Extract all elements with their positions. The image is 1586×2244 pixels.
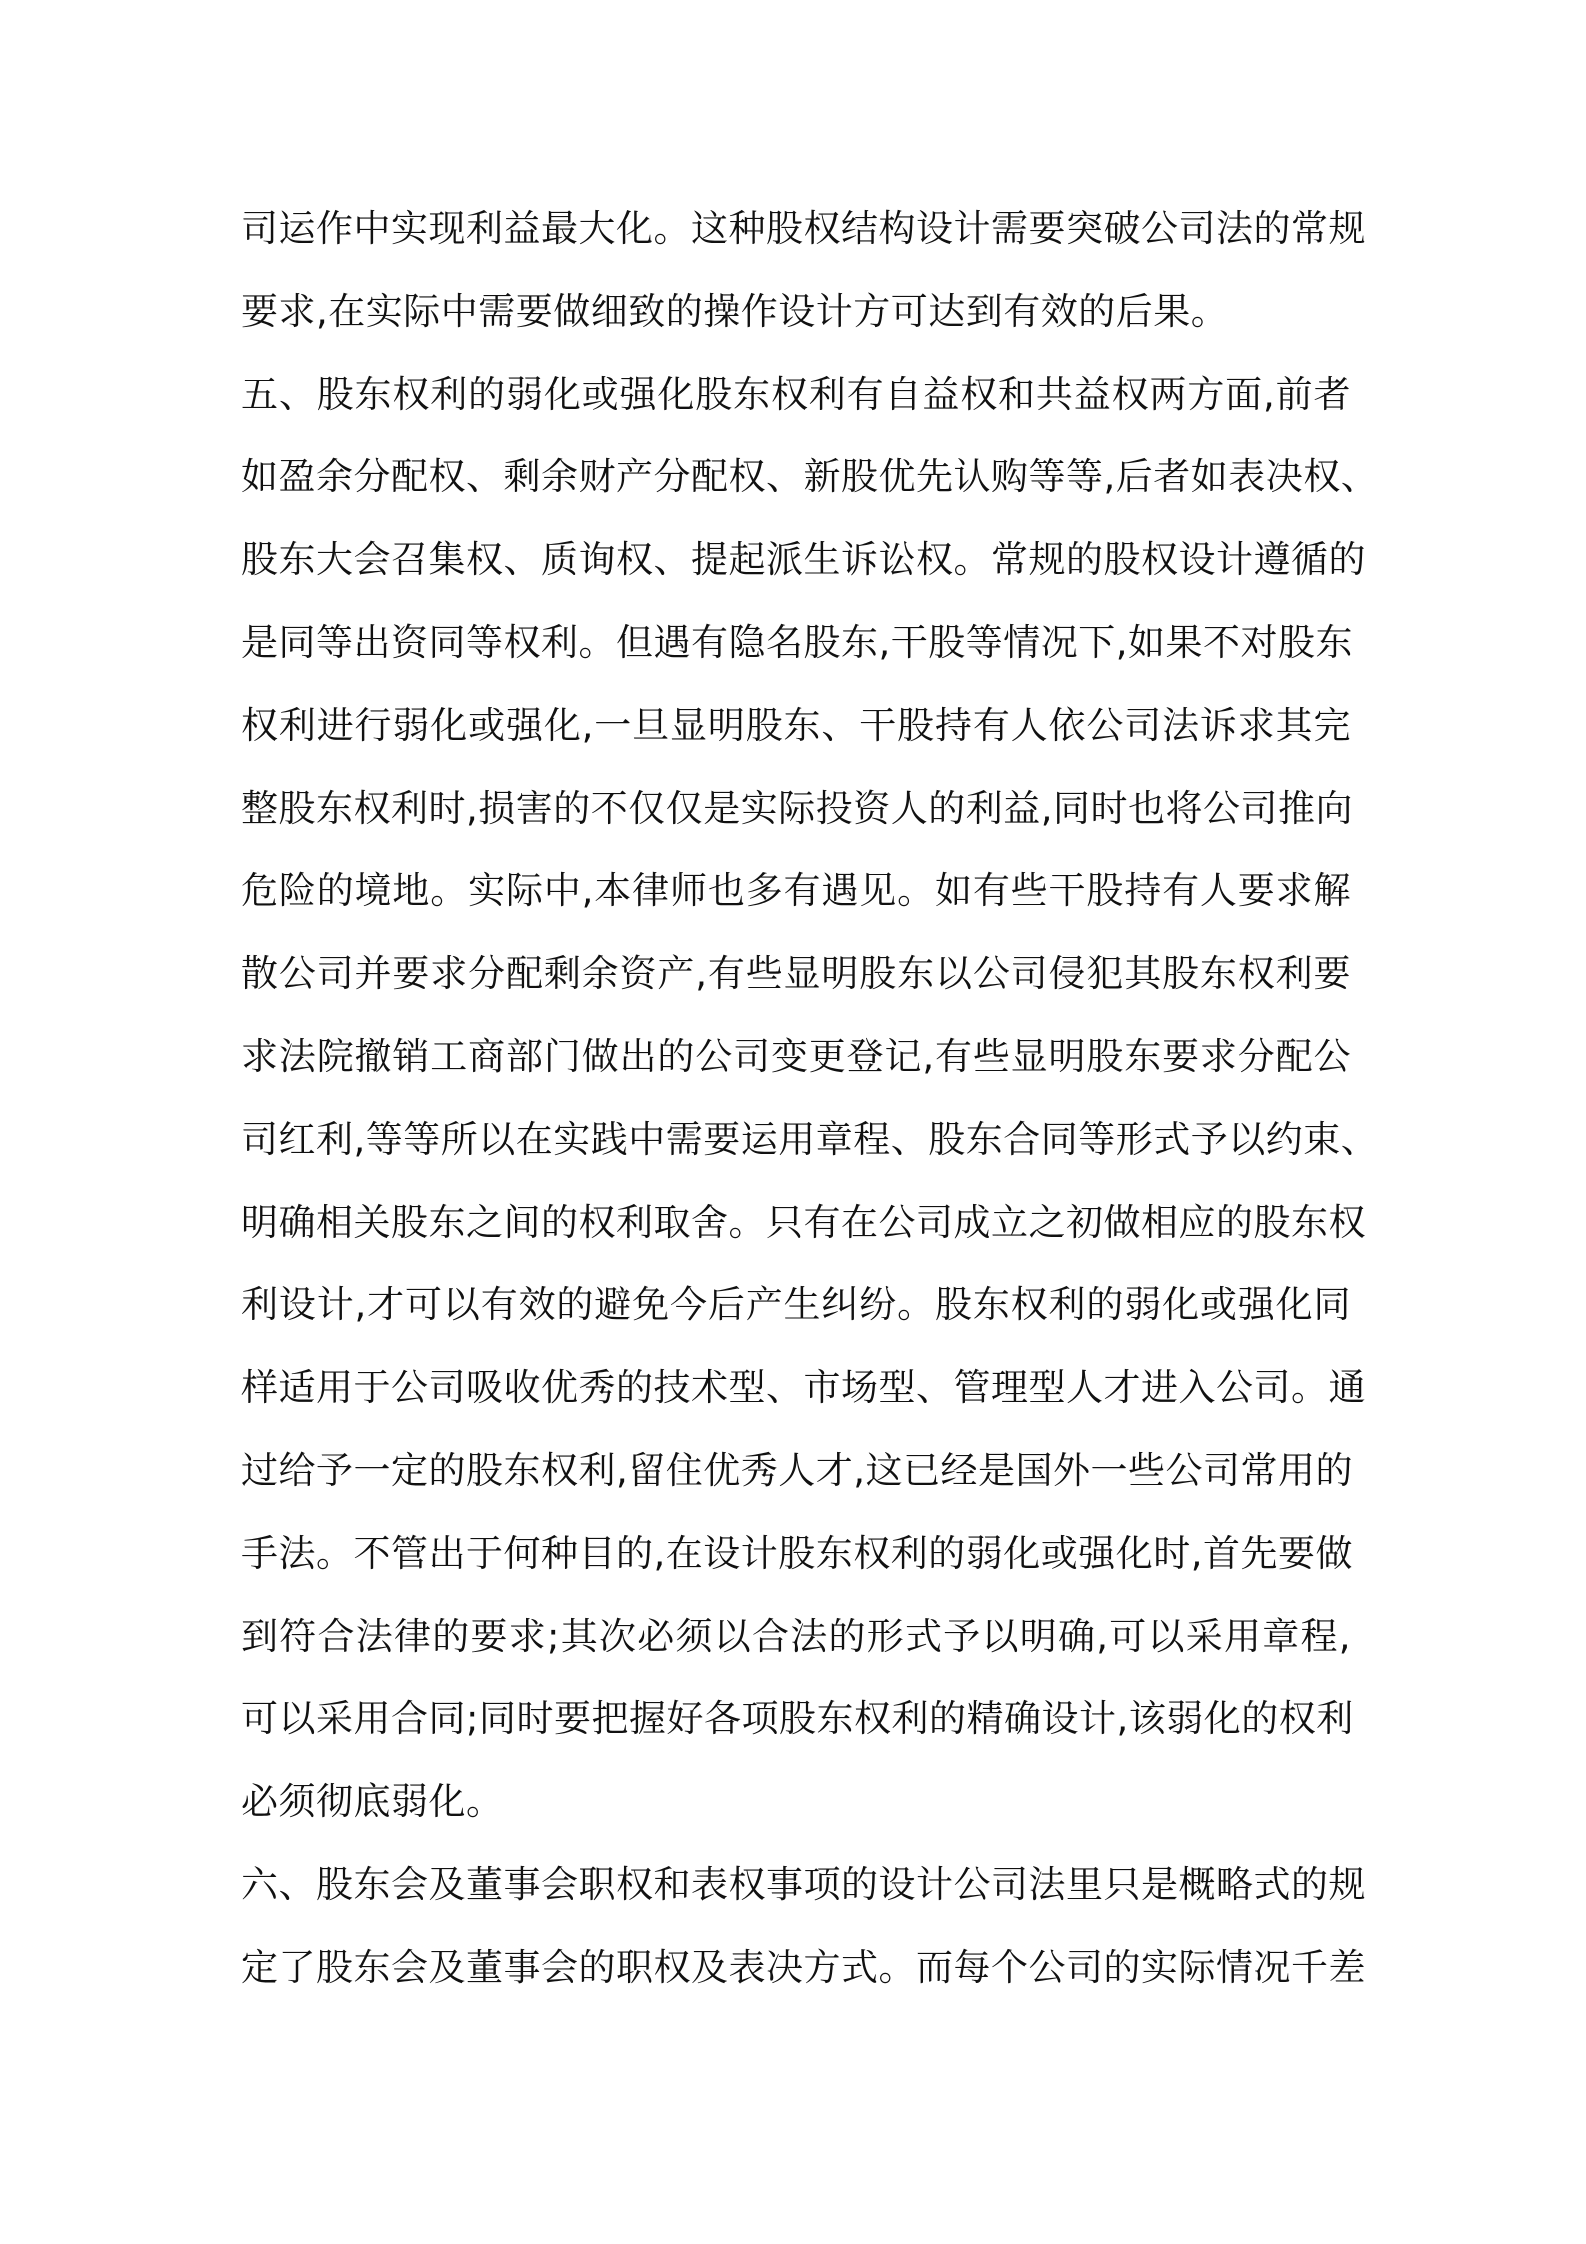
text-line: 权利进行弱化或强化,一旦显明股东、干股持有人依公司法诉求其完: [241, 703, 1351, 747]
text-line: 五、股东权利的弱化或强化股东权利有自益权和共益权两方面,前者: [241, 372, 1351, 416]
text-line: 必须彻底弱化。: [241, 1780, 504, 1824]
text-line: 司运作中实现利益最大化。这种股权结构设计需要突破公司法的常规: [241, 207, 1366, 250]
text-line: 危险的境地。实际中,本律师也多有遇见。如有些干股持有人要求解: [241, 869, 1351, 913]
text-line: 司红利,等等所以在实践中需要运用章程、股东合同等形式予以约束、: [241, 1117, 1379, 1161]
text-line: 要求,在实际中需要做细致的操作设计方可达到有效的后果。: [241, 289, 1229, 333]
text-line: 明确相关股东之间的权利取舍。只有在公司成立之初做相应的股东权: [241, 1200, 1366, 1244]
text-line: 六、股东会及董事会职权和表权事项的设计公司法里只是概略式的规: [241, 1862, 1366, 1906]
text-line: 样适用于公司吸收优秀的技术型、市场型、管理型人才进入公司。通: [241, 1366, 1366, 1410]
text-line: 股东大会召集权、质询权、提起派生诉讼权。常规的股权设计遵循的: [241, 538, 1366, 582]
text-line: 是同等出资同等权利。但遇有隐名股东,干股等情况下,如果不对股东: [241, 620, 1354, 664]
body-text: [241, 188, 1379, 2010]
text-line: 整股东权利时,损害的不仅仅是实际投资人的利益,同时也将公司推向: [241, 786, 1354, 830]
text-line: 利设计,才可以有效的避免今后产生纠纷。股东权利的弱化或强化同: [241, 1283, 1351, 1327]
text-line: 定了股东会及董事会的职权及表决方式。而每个公司的实际情况千差: [241, 1945, 1366, 1989]
text-line: 如盈余分配权、剩余财产分配权、新股优先认购等等,后者如表决权、: [241, 455, 1379, 499]
text-line: 求法院撤销工商部门做出的公司变更登记,有些显明股东要求分配公: [241, 1034, 1351, 1078]
text-line: 可以采用合同;同时要把握好各项股东权利的精确设计,该弱化的权利: [241, 1697, 1354, 1741]
text-line: 到符合法律的要求;其次必须以合法的形式予以明确,可以采用章程,: [241, 1614, 1351, 1658]
text-line: 过给予一定的股东权利,留住优秀人才,这已经是国外一些公司常用的: [241, 1448, 1354, 1492]
text-line: 手法。不管出于何种目的,在设计股东权利的弱化或强化时,首先要做: [241, 1531, 1354, 1575]
text-line: 散公司并要求分配剩余资产,有些显明股东以公司侵犯其股东权利要: [241, 952, 1351, 996]
